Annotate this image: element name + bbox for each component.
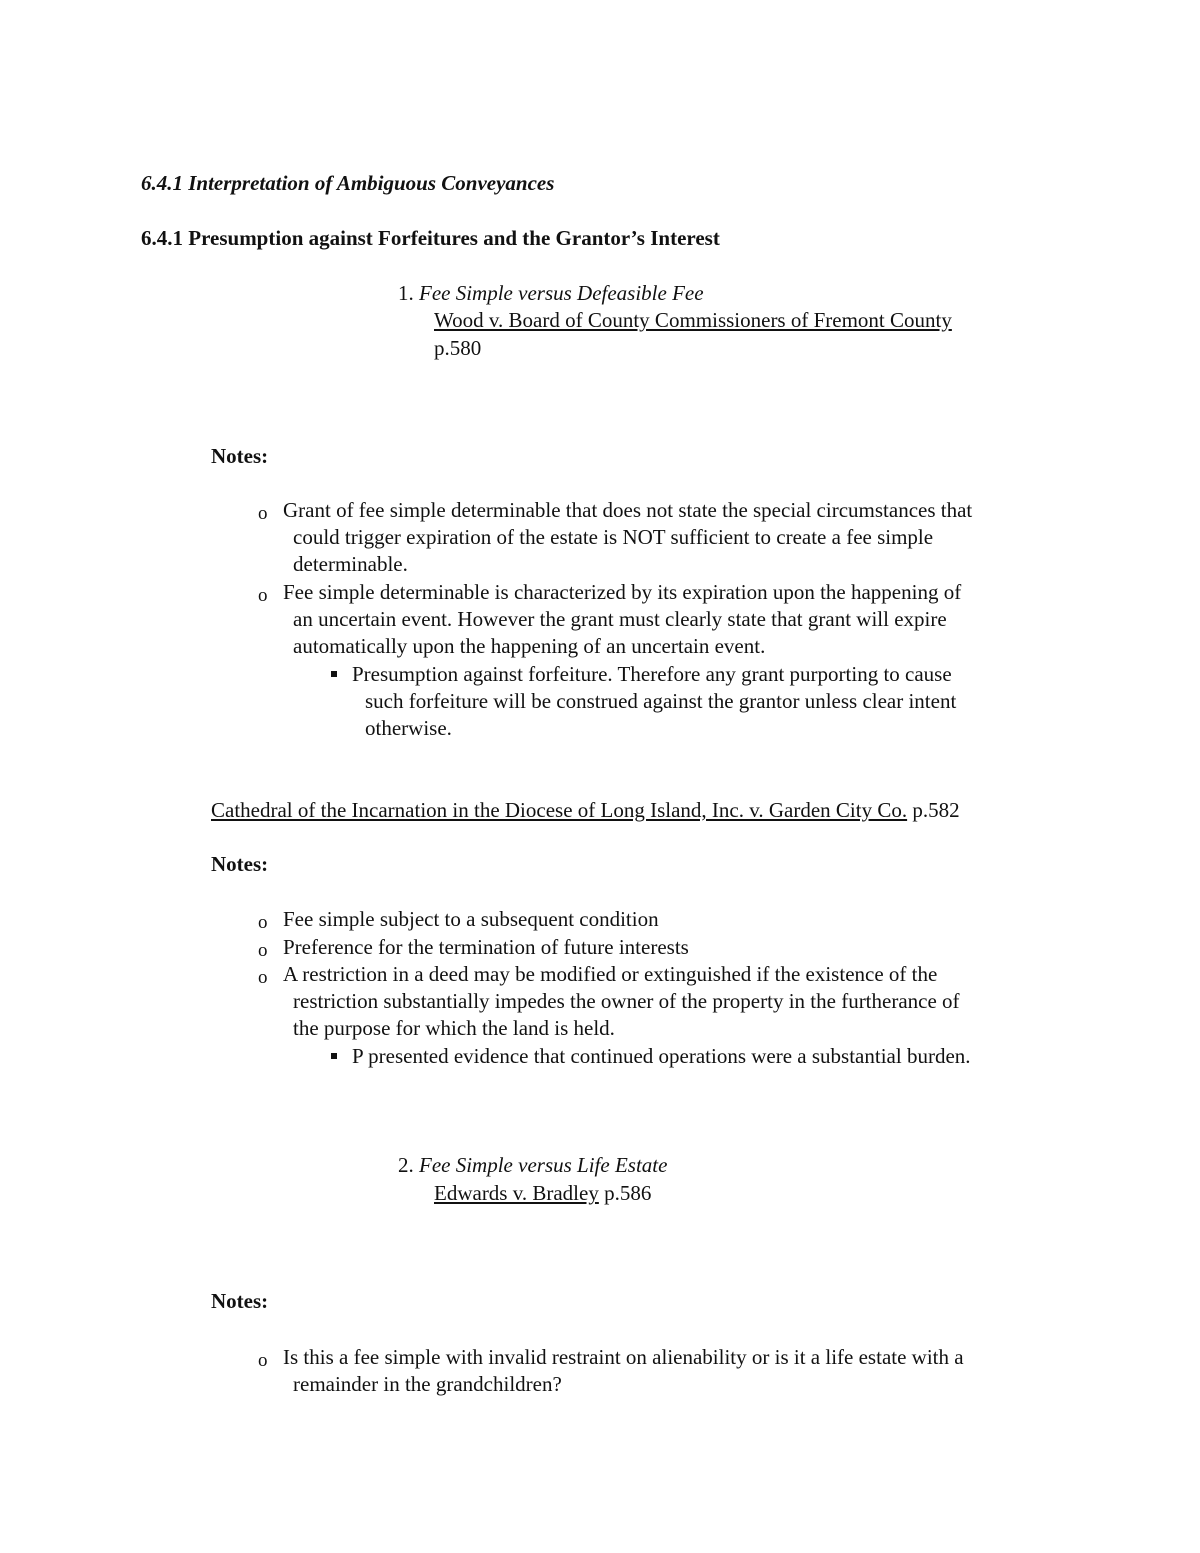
notes3-item1-line2: remainder in the grandchildren? bbox=[293, 1372, 562, 1396]
notes2-item2: Preference for the termination of future interests bbox=[283, 935, 689, 959]
section1-title: Fee Simple versus Defeasible Fee bbox=[419, 281, 704, 305]
notes1-item2-line1: Fee simple determinable is characterized by its expiration upon the happening of bbox=[283, 580, 962, 604]
section2-page: p.586 bbox=[604, 1181, 652, 1205]
notes3-item1-line1: Is this a fee simple with invalid restraint on alienability or is it a life estate with a bbox=[283, 1345, 964, 1369]
bullet-o-icon: o bbox=[258, 585, 268, 606]
notes1-item1-line3: determinable. bbox=[293, 552, 408, 576]
notes1-item2-line3: automatically upon the happening of an uncertain event. bbox=[293, 634, 766, 658]
notes1-item1-line2: could trigger expiration of the estate is NOT sufficient to create a fee simple bbox=[293, 525, 934, 549]
notes2-label: Notes: bbox=[211, 852, 269, 876]
square-bullet-icon bbox=[331, 1053, 337, 1059]
section2-number: 2. bbox=[398, 1153, 414, 1177]
bullet-o-icon: o bbox=[258, 912, 268, 933]
section2-case-name: Edwards v. Bradley bbox=[434, 1181, 599, 1205]
heading-italic: 6.4.1 Interpretation of Ambiguous Conveyances bbox=[141, 171, 555, 195]
section2-citation bbox=[434, 1180, 651, 1207]
notes2-item3-line2: restriction substantially impedes the owner of the property in the furtherance of bbox=[293, 989, 960, 1013]
notes2-item3-line3: the purpose for which the land is held. bbox=[293, 1016, 615, 1040]
section1-number: 1. bbox=[398, 281, 414, 305]
case2-citation bbox=[211, 797, 960, 824]
notes1-sub-line2: such forfeiture will be construed against the grantor unless clear intent bbox=[365, 689, 957, 713]
notes1-label: Notes: bbox=[211, 444, 269, 468]
case2-page: p.582 bbox=[912, 798, 960, 822]
notes1-sub-line3: otherwise. bbox=[365, 716, 452, 740]
notes1-item2-line2: an uncertain event. However the grant must clearly state that grant will expire bbox=[293, 607, 947, 631]
section1-page: p.580 bbox=[434, 336, 482, 360]
notes1-sub-line1: Presumption against forfeiture. Therefore any grant purporting to cause bbox=[352, 662, 952, 686]
bullet-o-icon: o bbox=[258, 940, 268, 961]
notes1-item1-line1: Grant of fee simple determinable that does not state the special circumstances that bbox=[283, 498, 973, 522]
notes2-item3-line1: A restriction in a deed may be modified or extinguished if the existence of the bbox=[283, 962, 938, 986]
heading-bold: 6.4.1 Presumption against Forfeitures and the Grantor’s Interest bbox=[141, 226, 720, 250]
square-bullet-icon bbox=[331, 671, 337, 677]
notes3-label: Notes: bbox=[211, 1289, 269, 1313]
case2-case-name: Cathedral of the Incarnation in the Diocese of Long Island, Inc. v. Garden City Co. bbox=[211, 798, 908, 822]
notes2-item1: Fee simple subject to a subsequent condition bbox=[283, 907, 659, 931]
section2-heading bbox=[398, 1152, 667, 1179]
bullet-o-icon: o bbox=[258, 1350, 268, 1371]
section1-case-name: Wood v. Board of County Commissioners of Fremont County bbox=[434, 308, 952, 332]
bullet-o-icon: o bbox=[258, 967, 268, 988]
bullet-o-icon: o bbox=[258, 503, 268, 524]
notes2-sub: P presented evidence that continued operations were a substantial burden. bbox=[352, 1044, 971, 1068]
section2-title: Fee Simple versus Life Estate bbox=[419, 1153, 668, 1177]
section1-heading bbox=[398, 280, 704, 307]
